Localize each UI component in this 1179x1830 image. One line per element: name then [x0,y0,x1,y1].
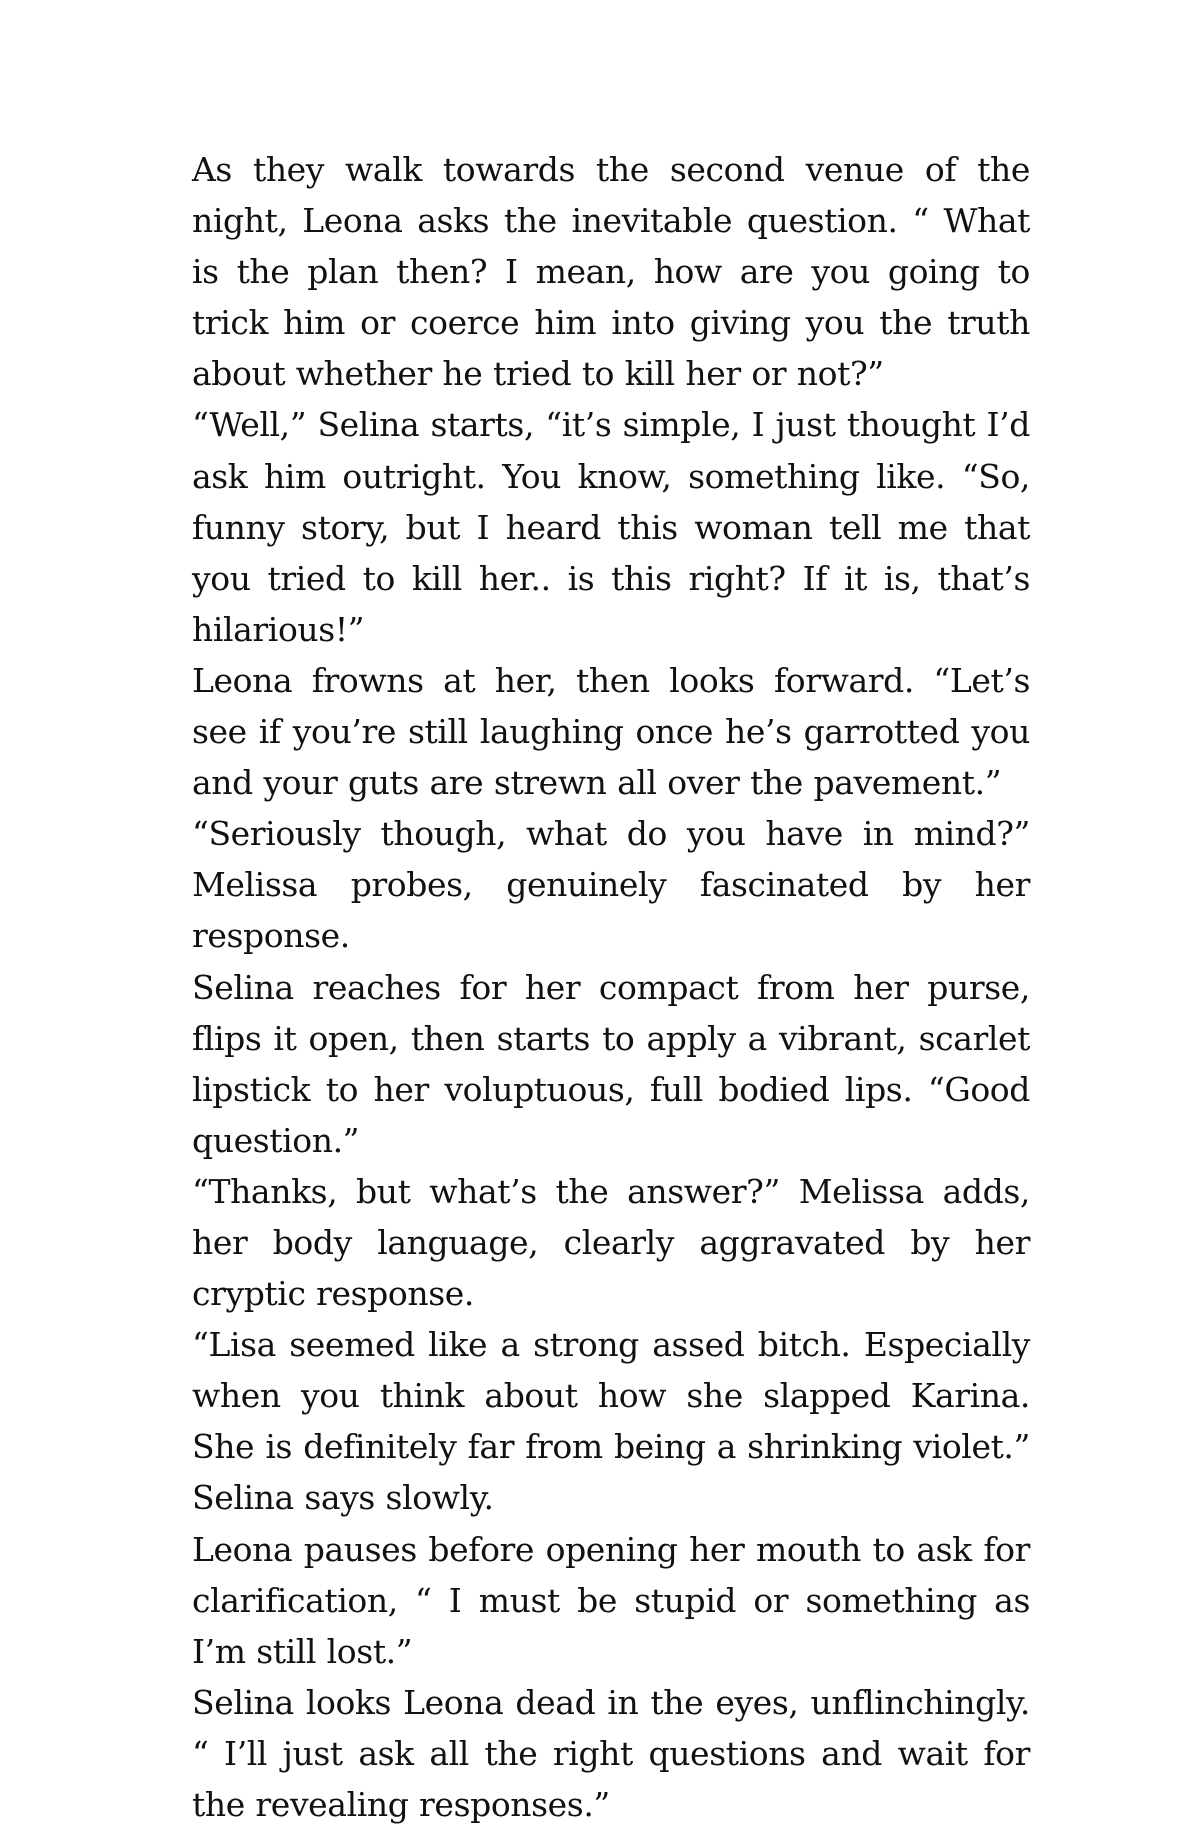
paragraph-5: Selina reaches for her compact from her purse, flips it open, then starts to apply a vibrant, scarlet lipstick to her voluptuous, full bodied lips. “Good question.” [192,967,1030,1160]
paragraph-8: Leona pauses before opening her mouth to ask for clarification, “ I must be stupid or something as I’m still lost.” [192,1529,1030,1671]
paragraph-4: “Seriously though, what do you have in mind?” Melissa probes, genuinely fascinated by her response. [192,814,1030,956]
paragraph-6: “Thanks, but what’s the answer?” Melissa adds, her body language, clearly aggravated by her cryptic response. [192,1171,1030,1314]
paragraph-2: “Well,” Selina starts, “it’s simple, I just thought I’d ask him outright. You know, something like. “So, funny story, but I heard this woman tell me that you tried to kill her.. is this right? If it is, that’s hilarious!” [192,405,1030,649]
paragraph-9: Selina looks Leona dead in the eyes, unflinchingly. “ I’ll just ask all the right questions and wait for the revealing responses.” [192,1682,1030,1824]
body-text [192,144,1030,1830]
paragraph-7: “Lisa seemed like a strong assed bitch. Especially when you think about how she slapped Karina. She is definitely far from being a shrinking violet.” Selina says slowly. [192,1325,1030,1518]
paragraph-3: Leona frowns at her, then looks forward. “Let’s see if you’re still laughing once he’s garrotted you and your guts are strewn all over the pavement.” [192,660,1030,803]
paragraph-1: As they walk towards the second venue of the night, Leona asks the inevitable question. “ What is the plan then? I mean, how are you going to trick him or coerce him into giving you the truth about whether he tried to kill her or not?” [192,150,1030,394]
